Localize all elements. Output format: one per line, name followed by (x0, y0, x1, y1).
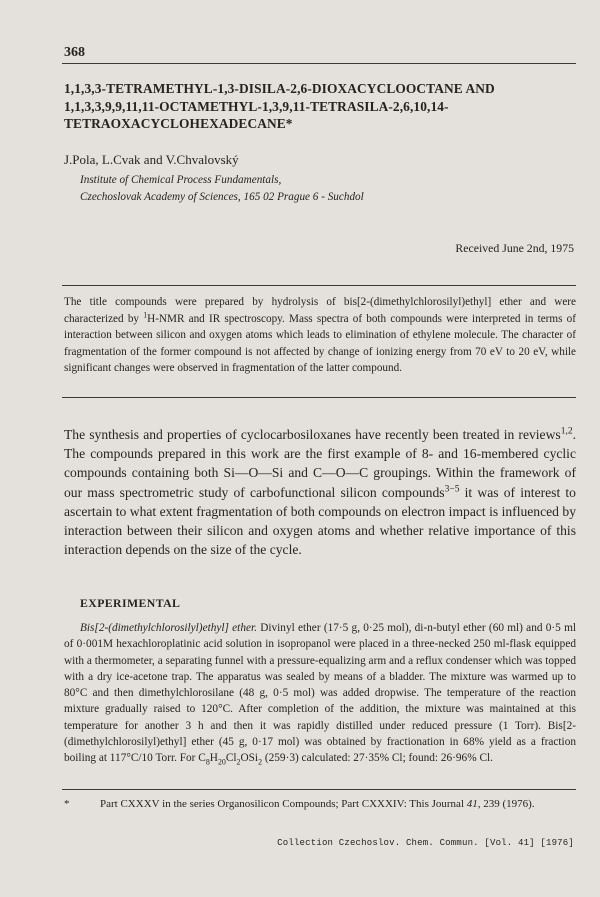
footnote-text: , 239 (1976). (477, 798, 535, 810)
experimental-text: (259·3) calculated: 27·35% Cl; found: 26·96% Cl. (262, 752, 493, 765)
subscript: 8 (205, 757, 210, 767)
subscript: 2 (236, 757, 241, 767)
abstract-text: H-NMR and IR spectroscopy. Mass spectra of both compounds were interpreted in terms of interaction between silicon and oxygen atoms which leads to elimination of ethylene molecule. The character of fragmentation of the former compound is not affected by change of ionizing energy from 70 eV to 20 eV, while significant changes were observed in fragmentation of the latter compound. (64, 312, 576, 374)
subscript: 2 (258, 757, 263, 767)
section-heading: EXPERIMENTAL (80, 596, 181, 610)
journal-citation: Collection Czechoslov. Chem. Commun. [Vol. 41] [1976] (277, 838, 574, 848)
received-date: Received June 2nd, 1975 (455, 241, 574, 255)
page-number: 368 (64, 45, 85, 60)
experimental-paragraph (64, 620, 576, 767)
footnote-volume: 41 (466, 798, 478, 810)
affiliation-line: Institute of Chemical Process Fundamentals, (80, 174, 282, 186)
abstract-top-rule (62, 285, 576, 286)
article-title (64, 80, 576, 133)
footnote-text: Part CXXXV in the series Organosilicon Compounds; Part CXXXIV: This Journal (100, 798, 467, 810)
intro-text: . The compounds prepared in this work are the first example of 8- and 16-membered cyclic compounds containing both Si—O—Si and C—O—C groupings. Within the framework of our mass spectrometric study of carbofunctional silicon compounds (64, 427, 576, 500)
authors: J.Pola, L.Cvak and V.Chvalovský (64, 152, 239, 167)
affiliation-line: Czechoslovak Academy of Sciences, 165 02 Prague 6 - Suchdol (80, 191, 364, 203)
formula-part: OSi (240, 752, 259, 765)
abstract (64, 294, 576, 377)
title-line: TETRAOXACYCLOHEXADECANE* (64, 116, 293, 131)
formula-part: H (209, 752, 218, 765)
introduction (64, 425, 576, 559)
superscript: 1 (143, 309, 148, 319)
header-rule (62, 63, 576, 64)
reference-mark: 1,2 (560, 426, 573, 437)
abstract-text: The title compounds were prepared by hydrolysis of bis[2-(dimethylchlorosilyl)ethyl] ether and were characterized by (64, 296, 576, 325)
compound-name: Bis[2-(dimethylchlorosilyl)ethyl] ether. (80, 622, 257, 634)
subscript: 20 (217, 757, 226, 767)
footnote-rule (62, 789, 576, 790)
intro-text: The synthesis and properties of cyclocarbosiloxanes have recently been treated in reviews (64, 427, 561, 442)
title-line: 1,1,3,3-TETRAMETHYL-1,3-DISILA-2,6-DIOXACYCLOOCTANE AND (64, 81, 495, 96)
abstract-bottom-rule (62, 397, 576, 398)
affiliation (80, 172, 364, 206)
formula-part: Cl (225, 752, 237, 765)
intro-text: it was of interest to ascertain to what extent fragmentation of both compounds on electron impact is influenced by interaction between their silicon and oxygen atoms and whether relative importance of this interaction depends on the size of the cycle. (64, 484, 576, 558)
footnote (64, 796, 576, 813)
experimental-text: Divinyl ether (17·5 g, 0·25 mol), di-n-butyl ether (60 ml) and 0·5 ml of 0·001M hexachloroplatinic acid solution in isopropanol were placed in a three-necked 250 ml-flask equipped with a thermometer, a separating funnel with a pressure-equalizing arm and a reflux condenser which was topped with a dry ice-acetone trap. The apparatus was sealed by means of a bladder. The mixture was warmed up to 80°C and then dimethylchlorosilane (48 g, 0·5 mol) was added dropwise. The temperature of the reaction mixture gradually raised to 120°C. After completion of the addition, the mixture was maintained at this temperature for another 3 h and then it was rapidly distilled under reduced pressure (1 Torr). Bis[2-(dimethylchlorosilyl)ethyl] ether (45 g, 0·17 mol) was obtained by fractionation in 68% yield as a fraction boiling at 117°C/10 Torr. For C (64, 622, 576, 765)
reference-mark: 3−5 (444, 484, 460, 495)
footnote-mark: * (64, 798, 70, 810)
title-line: 1,1,3,3,9,9,11,11-OCTAMETHYL-1,3,9,11-TETRASILA-2,6,10,14- (64, 98, 449, 114)
